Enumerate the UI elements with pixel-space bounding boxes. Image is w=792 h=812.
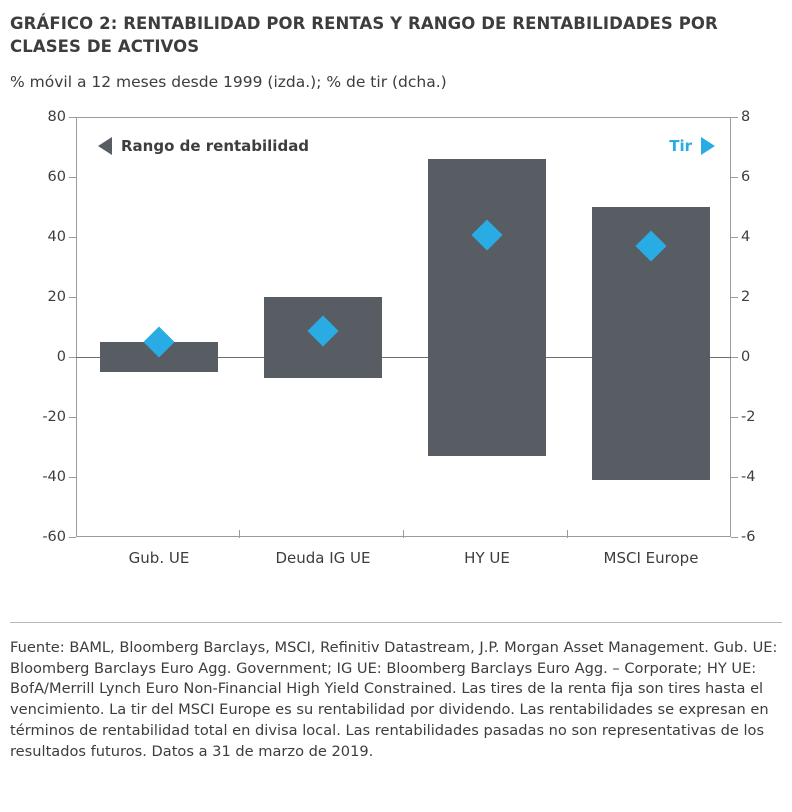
y-axis-left-label: 40 xyxy=(47,228,66,245)
y-axis-right-tick xyxy=(731,117,738,118)
y-axis-right-tick xyxy=(731,297,738,298)
y-axis-left-tick xyxy=(69,537,76,538)
y-axis-right-label: -4 xyxy=(741,468,756,485)
y-axis-left-label: 20 xyxy=(47,288,66,305)
y-axis-left-tick xyxy=(69,357,76,358)
x-axis-tick xyxy=(239,530,240,538)
y-axis-left-tick xyxy=(69,237,76,238)
y-axis-left-tick xyxy=(69,117,76,118)
y-axis-left-label: 80 xyxy=(47,108,66,125)
x-axis-category-label: HY UE xyxy=(464,548,510,567)
y-axis-right-tick xyxy=(731,357,738,358)
y-axis-left-tick xyxy=(69,417,76,418)
y-axis-right-label: 0 xyxy=(741,348,751,365)
plot-area xyxy=(42,108,756,567)
legend-tir xyxy=(669,137,715,155)
y-axis-left-label: -40 xyxy=(42,468,66,485)
triangle-left-icon xyxy=(98,137,112,155)
y-axis-right-label: -2 xyxy=(741,408,756,425)
y-axis-right-label: 4 xyxy=(741,228,751,245)
legend-tir-label: Tir xyxy=(669,136,692,155)
x-axis-category-label: Deuda IG UE xyxy=(275,548,371,567)
y-axis-right-tick xyxy=(731,417,738,418)
x-axis-category-label: MSCI Europe xyxy=(603,548,699,567)
y-axis-left-tick xyxy=(69,297,76,298)
x-axis-tick xyxy=(567,530,568,538)
chart-subtitle: % móvil a 12 meses desde 1999 (izda.); % de tir (dcha.) xyxy=(10,72,447,91)
y-axis-left-label: 60 xyxy=(47,168,66,185)
y-axis-left-label: 0 xyxy=(56,348,66,365)
y-axis-right-label: 8 xyxy=(741,108,751,125)
y-axis-right-tick xyxy=(731,477,738,478)
source-note: Fuente: BAML, Bloomberg Barclays, MSCI, Refinitiv Datastream, J.P. Morgan Asset Management. Gub. UE: Bloomberg Barclays Euro Agg. Government; IG UE: Bloomberg Barclays Euro Agg. – Corporate; HY UE: BofA/Merrill Lynch Euro Non-Financial High Yield Constrained. Las tires de la renta fija son tires hasta el vencimiento. La tir del MSCI Europe es su rentabilidad por dividendo. Las rentabilidades se expresan en términos de rentabilidad total en divisa local. Las rentabilidades pasadas no son representativas de los resultados futuros. Datos a 31 de marzo de 2019. xyxy=(10,639,778,760)
y-axis-right-tick xyxy=(731,537,738,538)
y-axis-left-label: -20 xyxy=(42,408,66,425)
y-axis-right-label: -6 xyxy=(741,528,756,545)
page-title: GRÁFICO 2: RENTABILIDAD POR RENTAS Y RANGO DE RENTABILIDADES POR CLASES DE ACTIVOS xyxy=(10,14,718,57)
x-axis-tick xyxy=(403,530,404,538)
y-axis-left-tick xyxy=(69,177,76,178)
y-axis-right-tick xyxy=(731,177,738,178)
y-axis-right-tick xyxy=(731,237,738,238)
y-axis-left-label: -60 xyxy=(42,528,66,545)
chart-container xyxy=(10,105,782,575)
y-axis-right-label: 6 xyxy=(741,168,751,185)
footer-divider xyxy=(10,622,782,623)
legend-range-label: Rango de rentabilidad xyxy=(121,136,310,155)
y-axis-left-tick xyxy=(69,477,76,478)
triangle-right-icon xyxy=(701,137,715,155)
y-axis-right-label: 2 xyxy=(741,288,751,305)
legend-range xyxy=(98,137,309,155)
range-bar-hy-ue xyxy=(428,159,546,456)
x-axis-category-label: Gub. UE xyxy=(128,548,190,567)
